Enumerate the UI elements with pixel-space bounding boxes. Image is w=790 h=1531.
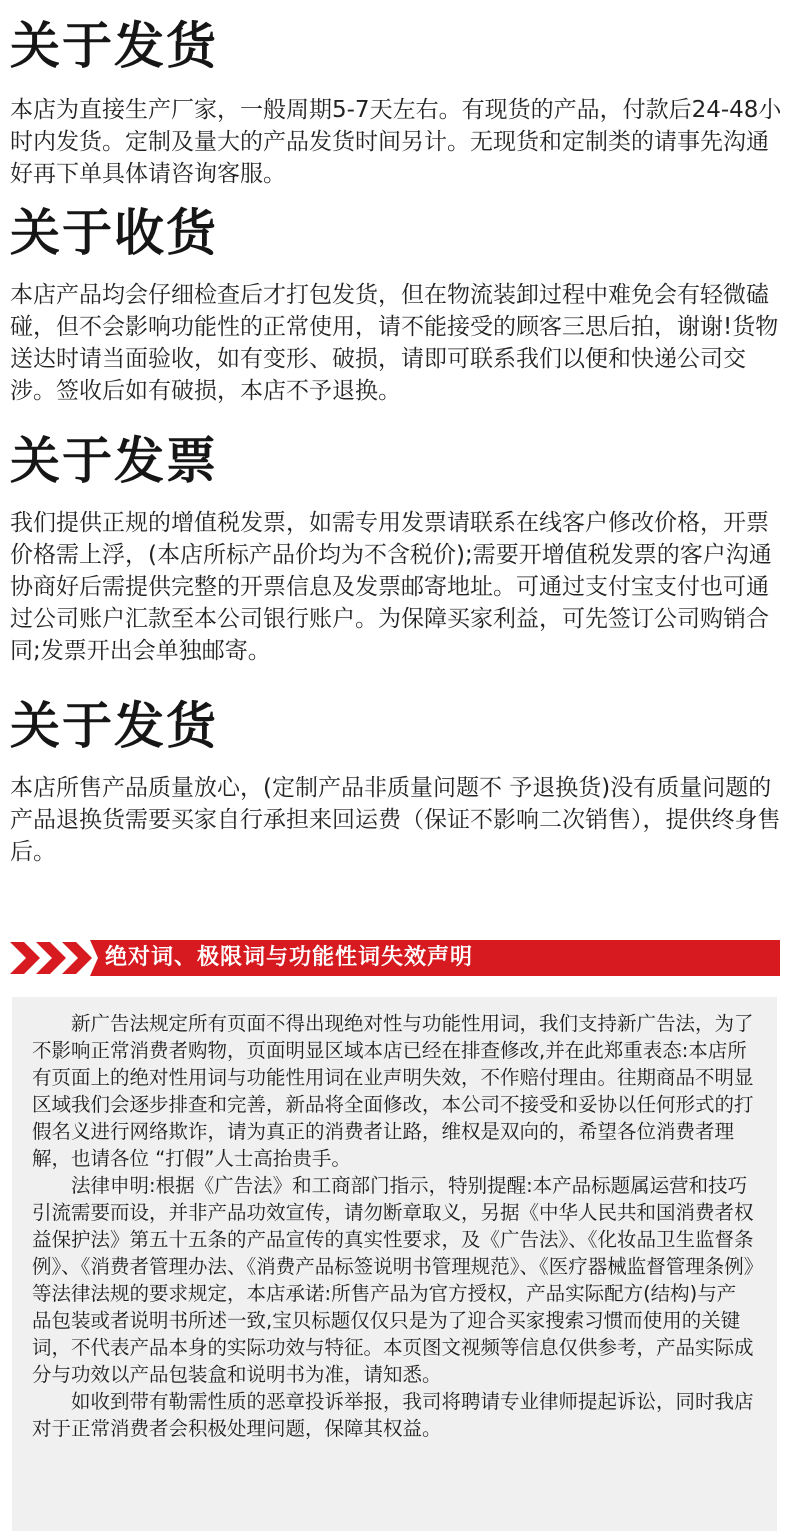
disclaimer-paragraph-complaints: 如收到带有勒需性质的恶章投诉举报，我司将聘请专业律师提起诉讼，同时我店对于正常消费者会积极处理问题，保障其权益。 [32, 1390, 754, 1440]
receiving-section [10, 205, 782, 407]
disclaimer-paragraph-legal: 法律申明:根据《广告法》和工商部门指示，特别提醒:本产品标题属运营和技巧引流需要而设，并非产品功效宣传，请勿断章取义，另据《中华人民共和国消费者权益保护法》第五十五条的产品宣传的真实性要求，及《广告法》、《化妆品卫生监督条例》、《消费者管理办法、《消费产品标签说明书管理规范》、《医疗器械监督管理条例》等法律法规的要求规定，本店承诺:所售产品为官方授权，产品实际配方(结构)与产品包装或者说明书所述一致,宝贝标题仅仅只是为了迎合买家搜索习惯而使用的关键词，不代表产品本身的实际功效与特征。本页图文视频等信息仅供参考，产品实际成分与功效以产品包装盒和说明书为准，请知悉。 [32, 1174, 754, 1386]
returns-text: 本店所售产品质量放心，(定制产品非质量问题不 予退换货)没有质量问题的产品退换货需要买家自行承担来回运费（保证不影响二次销售），提供终身售后。 [10, 775, 781, 865]
disclaimer-notice [12, 997, 777, 1531]
invoice-section [10, 433, 782, 667]
shipping-text: 本店为直接生产厂家，一般周期5-7天左右。有现货的产品，付款后24-48小时内发货。定制及量大的产品发货时间另计。无现货和定制类的请事先沟通好再下单具体请咨询客服。 [10, 97, 782, 187]
invoice-heading: 关于发票 [10, 432, 218, 490]
receiving-heading: 关于收货 [10, 204, 218, 262]
shipping-section [10, 18, 782, 190]
triple-chevron-right-icon [10, 940, 102, 976]
shipping-heading: 关于发货 [10, 17, 218, 75]
returns-heading: 关于发货 [10, 697, 218, 755]
disclaimer-banner [10, 940, 780, 976]
disclaimer-title: 绝对词、极限词与功能性词失效声明 [105, 945, 474, 970]
receiving-text: 本店产品均会仔细检查后才打包发货，但在物流装卸过程中难免会有轻微磕碰，但不会影响功能性的正常使用，请不能接受的顾客三思后拍，谢谢!货物送达时请当面验收，如有变形、破损，请即可联系我们以便和快递公司交涉。签收后如有破损，本店不予退换。 [10, 282, 779, 404]
returns-section [10, 698, 782, 868]
invoice-text: 我们提供正规的增值税发票，如需专用发票请联系在线客户修改价格，开票价格需上浮，(本店所标产品价均为不含税价);需要开增值税发票的客户沟通协商好后需提供完整的开票信息及发票邮寄地址。可通过支付宝支付也可通过公司账户汇款至本公司银行账户。为保障买家利益，可先签订公司购销合同;发票开出会单独邮寄。 [10, 510, 772, 664]
disclaimer-paragraph-ad-law: 新广告法规定所有页面不得出现绝对性与功能性用词，我们支持新广告法，为了不影响正常消费者购物，页面明显区域本店已经在排查修改,并在此郑重表态:本店所有页面上的绝对性用词与功能性用词在业声明失效，不作赔付理由。往期商品不明显区域我们会逐步排查和完善，新品将全面修改，本公司不接受和妥协以任何形式的打假名义进行网络欺诈，请为真正的消费者让路，维权是双向的，希望各位消费者理解，也请各位 “打假”人士高抬贵手。 [32, 1012, 754, 1170]
